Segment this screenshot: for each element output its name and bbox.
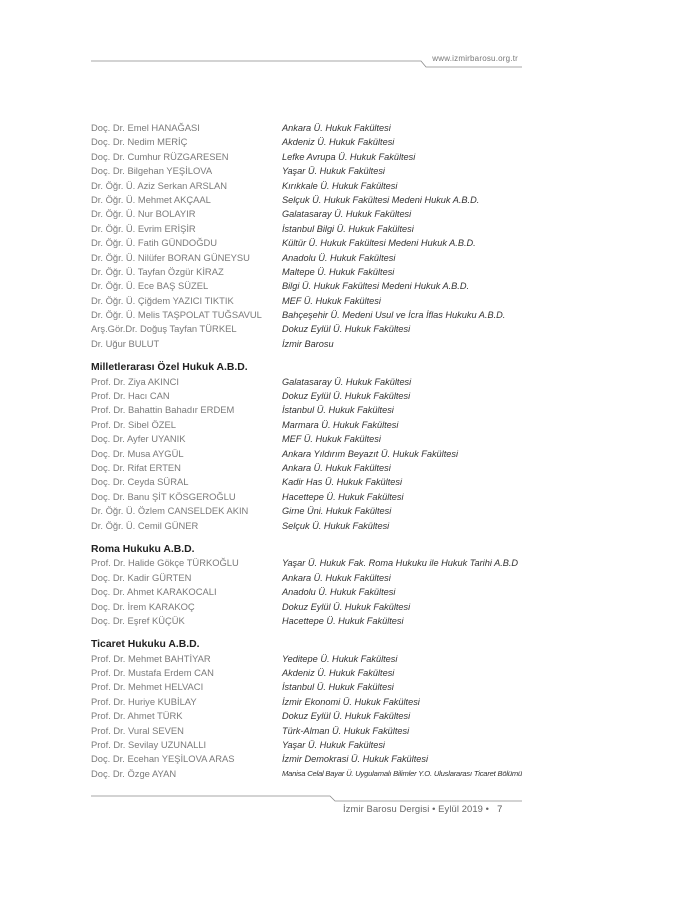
- member-name: Prof. Dr. Vural SEVEN: [91, 724, 184, 736]
- member-institution: Ankara Ü. Hukuk Fakültesi: [282, 462, 391, 473]
- list-item: [91, 695, 531, 709]
- member-name: Dr. Öğr. Ü. Özlem CANSELDEK AKIN: [91, 505, 249, 517]
- list-item: [91, 265, 531, 279]
- list-item: [91, 179, 531, 193]
- member-name: Dr. Öğr. Ü. Melis TAŞPOLAT TUĞSAVUL: [91, 309, 262, 321]
- faculty-list: [91, 121, 531, 781]
- member-name: Dr. Öğr. Ü. Tayfan Özgür KİRAZ: [91, 265, 224, 277]
- list-item: [91, 585, 531, 599]
- member-name: Dr. Öğr. Ü. Ece BAŞ SÜZEL: [91, 280, 209, 292]
- member-name: Dr. Öğr. Ü. Fatih GÜNDOĞDU: [91, 237, 218, 249]
- member-name: Dr. Öğr. Ü. Nilüfer BORAN GÜNEYSU: [91, 251, 250, 263]
- list-item: [91, 519, 531, 533]
- page-number: 7: [497, 803, 503, 814]
- member-institution: Lefke Avrupa Ü. Hukuk Fakültesi: [282, 151, 416, 162]
- member-institution: MEF Ü. Hukuk Fakültesi: [282, 434, 381, 445]
- member-name: Doç. Dr. Rifat ERTEN: [91, 461, 181, 473]
- member-institution: Kırıkkale Ü. Hukuk Fakültesi: [282, 180, 398, 191]
- member-name: Dr. Öğr. Ü. Mehmet AKÇAAL: [91, 193, 211, 205]
- member-name: Prof. Dr. Mehmet HELVACI: [91, 681, 204, 693]
- member-institution: İstanbul Ü. Hukuk Fakültesi: [282, 682, 394, 693]
- member-institution: Hacettepe Ü. Hukuk Fakültesi: [282, 491, 404, 502]
- member-institution: Dokuz Eylül Ü. Hukuk Fakültesi: [282, 711, 411, 722]
- member-institution: Ankara Yıldırım Beyazıt Ü. Hukuk Fakültesi: [282, 448, 458, 459]
- member-name: Prof. Dr. Sibel ÖZEL: [91, 418, 176, 430]
- list-item: [91, 475, 531, 489]
- member-institution: İzmir Demokrasi Ü. Hukuk Fakültesi: [282, 754, 429, 765]
- member-institution: Manisa Celal Bayar Ü. Uygulamalı Bilimler Y.O. Uluslararası Ticaret Bölümü: [282, 768, 523, 778]
- member-name: Prof. Dr. Ahmet TÜRK: [91, 710, 183, 722]
- member-name: Prof. Dr. Hacı CAN: [91, 390, 170, 402]
- department-section: [91, 360, 531, 533]
- list-item: [91, 556, 531, 570]
- member-name: Prof. Dr. Sevilay UZUNALLI: [91, 739, 207, 751]
- footer: [343, 803, 502, 814]
- member-name: Dr. Öğr. Ü. Aziz Serkan ARSLAN: [91, 179, 227, 191]
- member-name: Dr. Öğr. Ü. Çiğdem YAZICI TIKTIK: [91, 294, 234, 306]
- member-name: Doç. Dr. Nedim MERİÇ: [91, 136, 188, 148]
- member-institution: Marmara Ü. Hukuk Fakültesi: [282, 419, 399, 430]
- sections: [91, 360, 531, 781]
- member-institution: İzmir Ekonomi Ü. Hukuk Fakültesi: [282, 696, 420, 707]
- member-institution: Ankara Ü. Hukuk Fakültesi: [282, 123, 391, 133]
- list-item: [91, 767, 531, 781]
- list-item: [91, 279, 531, 293]
- member-institution: İstanbul Ü. Hukuk Fakültesi: [282, 405, 394, 416]
- section-title: Ticaret Hukuku A.B.D.: [91, 639, 200, 651]
- member-institution: Yaşar Ü. Hukuk Fakültesi: [282, 740, 385, 751]
- member-institution: İzmir Barosu: [282, 338, 334, 349]
- member-name: Prof. Dr. Halide Gökçe TÜRKOĞLU: [91, 557, 239, 569]
- member-institution: Türk-Alman Ü. Hukuk Fakültesi: [282, 725, 410, 736]
- list-item: [91, 432, 531, 446]
- member-institution: Anadolu Ü. Hukuk Fakültesi: [282, 252, 396, 263]
- member-name: Doç. Dr. Emel HANAĞASI: [91, 122, 200, 133]
- list-item: [91, 322, 531, 336]
- list-item: [91, 403, 531, 417]
- list-item: [91, 418, 531, 432]
- list-item: [91, 135, 531, 149]
- list-item: [91, 490, 531, 504]
- member-name: Dr. Öğr. Ü. Evrim ERİŞİR: [91, 222, 196, 234]
- member-institution: Kadir Has Ü. Hukuk Fakültesi: [282, 477, 402, 488]
- member-name: Prof. Dr. Mehmet BAHTİYAR: [91, 652, 211, 664]
- list-item: [91, 236, 531, 250]
- member-institution: Dokuz Eylül Ü. Hukuk Fakültesi: [282, 391, 411, 402]
- member-name: Doç. Dr. Eşref KÜÇÜK: [91, 614, 185, 626]
- member-name: Dr. Öğr. Ü. Nur BOLAYIR: [91, 208, 196, 220]
- member-institution: Kültür Ü. Hukuk Fakültesi Medeni Hukuk A.B.D.: [282, 238, 476, 249]
- list-item: [91, 294, 531, 308]
- list-item: [91, 337, 531, 351]
- member-institution: Anadolu Ü. Hukuk Fakültesi: [282, 587, 396, 598]
- list-item: [91, 504, 531, 518]
- member-name: Prof. Dr. Mustafa Erdem CAN: [91, 667, 214, 679]
- list-item: [91, 308, 531, 322]
- member-name: Doç. Dr. Cumhur RÜZGARESEN: [91, 150, 229, 162]
- member-name: Doç. Dr. Özge AYAN: [91, 767, 177, 779]
- member-institution: Galatasaray Ü. Hukuk Fakültesi: [282, 209, 412, 220]
- footer-journal: İzmir Barosu Dergisi • Eylül 2019 •: [343, 803, 490, 814]
- member-institution: Galatasaray Ü. Hukuk Fakültesi: [282, 376, 412, 387]
- list-item: [91, 207, 531, 221]
- member-name: Dr. Uğur BULUT: [91, 337, 160, 349]
- member-institution: Yaşar Ü. Hukuk Fak. Roma Hukuku ile Hukuk Tarihi A.B.D: [282, 558, 519, 569]
- member-name: Doç. Dr. Ecehan YEŞİLOVA ARAS: [91, 753, 235, 765]
- list-item: [91, 680, 531, 694]
- department-section: [91, 637, 531, 781]
- list-item: [91, 222, 531, 236]
- section-title: Roma Hukuku A.B.D.: [91, 543, 195, 555]
- member-institution: Dokuz Eylül Ü. Hukuk Fakültesi: [282, 601, 411, 612]
- member-institution: Selçuk Ü. Hukuk Fakültesi Medeni Hukuk A.B.D.: [282, 194, 480, 205]
- member-name: Arş.Gör.Dr. Doğuş Tayfan TÜRKEL: [91, 323, 237, 335]
- list-item: [91, 752, 531, 766]
- member-institution: Bilgi Ü. Hukuk Fakültesi Medeni Hukuk A.B.D.: [282, 281, 470, 292]
- member-institution: Akdeniz Ü. Hukuk Fakültesi: [282, 137, 395, 148]
- member-institution: İstanbul Bilgi Ü. Hukuk Fakültesi: [282, 223, 414, 234]
- list-item: [91, 251, 531, 265]
- list-item: [91, 193, 531, 207]
- intro-list: [91, 121, 531, 351]
- member-institution: MEF Ü. Hukuk Fakültesi: [282, 295, 381, 306]
- list-item: [91, 447, 531, 461]
- member-institution: Yeditepe Ü. Hukuk Fakültesi: [282, 653, 398, 664]
- list-item: [91, 461, 531, 475]
- list-item: [91, 121, 531, 135]
- member-institution: Bahçeşehir Ü. Medeni Usul ve İcra İflas Hukuku A.B.D.: [282, 310, 506, 321]
- member-institution: Yaşar Ü. Hukuk Fakültesi: [282, 166, 385, 177]
- header-rule: [0, 0, 700, 80]
- member-name: Prof. Dr. Huriye KUBİLAY: [91, 695, 197, 707]
- member-institution: Ankara Ü. Hukuk Fakültesi: [282, 572, 391, 583]
- list-item: [91, 666, 531, 680]
- member-name: Doç. Dr. Ceyda SÜRAL: [91, 476, 189, 488]
- section-title: Milletlerarası Özel Hukuk A.B.D.: [91, 362, 248, 374]
- list-item: [91, 375, 531, 389]
- member-name: Prof. Dr. Bahattin Bahadır ERDEM: [91, 404, 235, 416]
- list-item: [91, 571, 531, 585]
- member-name: Doç. Dr. Musa AYGÜL: [91, 447, 184, 459]
- list-item: [91, 164, 531, 178]
- member-institution: Dokuz Eylül Ü. Hukuk Fakültesi: [282, 324, 411, 335]
- list-item: [91, 600, 531, 614]
- member-name: Doç. Dr. Ahmet KARAKOCALI: [91, 586, 217, 598]
- header-url: www.izmirbarosu.org.tr: [432, 54, 518, 63]
- list-item: [91, 652, 531, 666]
- member-institution: Girne Üni. Hukuk Fakültesi: [282, 506, 392, 517]
- department-section: [91, 542, 531, 628]
- member-name: Doç. Dr. İrem KARAKOÇ: [91, 600, 195, 612]
- member-name: Doç. Dr. Kadir GÜRTEN: [91, 571, 192, 583]
- list-item: [91, 150, 531, 164]
- member-name: Prof. Dr. Ziya AKINCI: [91, 375, 180, 387]
- list-item: [91, 724, 531, 738]
- list-item: [91, 709, 531, 723]
- member-institution: Maltepe Ü. Hukuk Fakültesi: [282, 266, 395, 277]
- member-institution: Selçuk Ü. Hukuk Fakültesi: [282, 520, 390, 531]
- member-institution: Hacettepe Ü. Hukuk Fakültesi: [282, 615, 404, 626]
- list-item: [91, 389, 531, 403]
- list-item: [91, 614, 531, 628]
- member-name: Dr. Öğr. Ü. Cemil GÜNER: [91, 519, 199, 531]
- member-name: Doç. Dr. Banu ŞİT KÖSGEROĞLU: [91, 490, 236, 502]
- member-name: Doç. Dr. Ayfer UYANIK: [91, 433, 186, 445]
- list-item: [91, 738, 531, 752]
- member-institution: Akdeniz Ü. Hukuk Fakültesi: [282, 668, 395, 679]
- member-name: Doç. Dr. Bilgehan YEŞİLOVA: [91, 165, 213, 177]
